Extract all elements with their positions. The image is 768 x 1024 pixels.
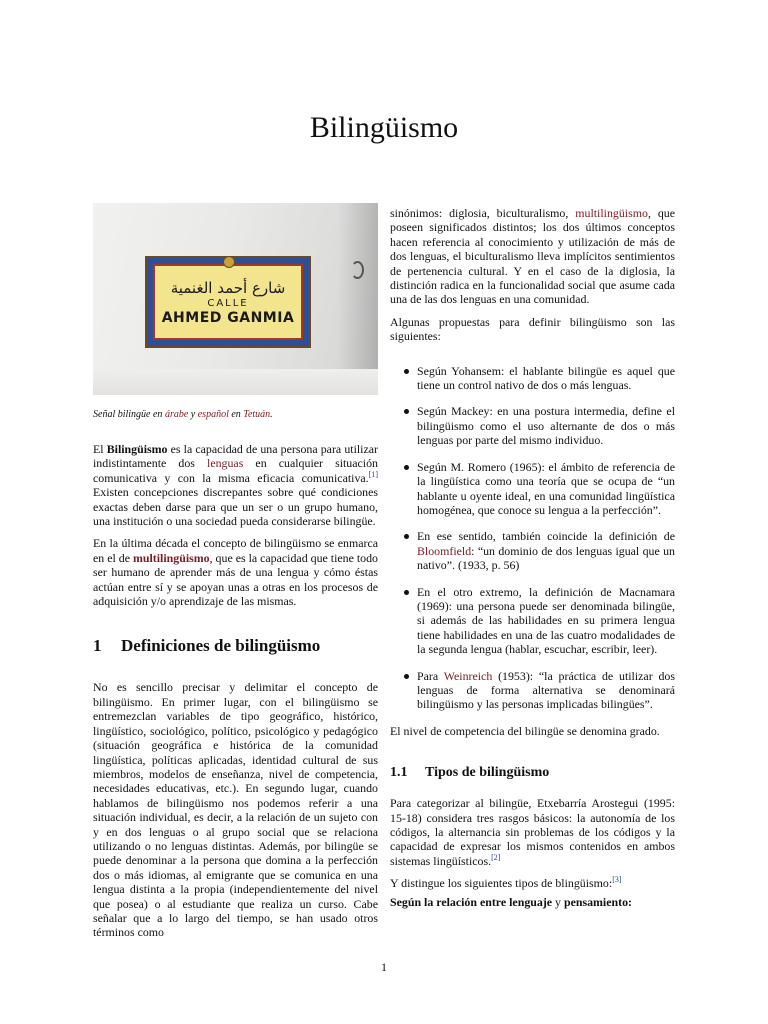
left-column: [93, 203, 378, 940]
grade-paragraph: El nivel de competencia del bilingüe se denomina grado.: [390, 723, 660, 738]
section-heading: 1 Definiciones de bilingüismo: [93, 636, 321, 656]
street-sign-photo: [93, 203, 378, 395]
ground: [93, 369, 378, 395]
relation-heading: Según la relación entre lenguaje y pensamiento:: [390, 894, 633, 909]
ref-1-link[interactable]: [1]: [368, 469, 378, 479]
ref-2-link[interactable]: [2]: [491, 852, 501, 862]
bullet-icon: [404, 674, 409, 679]
ref-3-link[interactable]: [3]: [612, 875, 622, 885]
bullet-icon: [404, 465, 409, 470]
sign-arabic-text: شارع أحمد الغنمية: [170, 278, 286, 297]
figure-caption: Señal bilingüe en árabe y español en Tetuán.: [93, 409, 273, 420]
link-arabe[interactable]: árabe: [164, 409, 189, 420]
bullet-icon: [404, 409, 409, 414]
bullet-icon: [404, 534, 409, 539]
link-multilinguismo[interactable]: multilingüismo: [132, 550, 210, 565]
sign-plaque: [153, 264, 303, 340]
list-item: Según Mackey: en una postura intermedia, define el bilingüismo como el uso alternante de dos o más lenguas por parte del mismo individuo.: [390, 404, 675, 447]
list-item: Según Yohansem: el hablante bilingüe es aquel que tiene un control nativo de dos o más lenguas.: [390, 364, 675, 393]
list-item: Para Weinreich (1953): “la práctica de utilizar dos lenguas de forma alternativa se denominará bilingüismo y las personas implicadas bilingües”.: [390, 669, 675, 712]
list-item: En ese sentido, también coincide la definición de Bloomfield: “un dominio de dos lenguas igual que un nativo”. (1933, p. 56): [390, 529, 675, 572]
proposals-intro: Algunas propuestas para definir bilingüismo son las siguientes:: [390, 314, 675, 344]
right-column: [390, 206, 675, 909]
types-paragraph: Para categorizar al bilingüe, Etxebarría Arostegui (1995: 15-18) considera tres rasgos básicos: la autonomía de los códigos, la alternancia sin problemas de los códigos y la capacidad de expresar los mismos contenidos en ambos sistemas lingüísticos.[2]: [390, 796, 675, 868]
bullet-icon: [404, 590, 409, 595]
definitions-list: [390, 364, 675, 712]
link-espanol[interactable]: español: [197, 409, 229, 420]
link-multilinguismo-2[interactable]: multilingüismo: [575, 206, 648, 220]
list-item: Según M. Romero (1965): el ámbito de referencia de la lingüística como una teoría que se ocupa de “un hablante u oyente ideal, en una comunidad lingüística homogénea, que conoce su lengua a la perfección”.: [390, 460, 675, 518]
page-number: 1: [381, 960, 387, 974]
term-bilinguismo: Bilingüismo: [106, 442, 168, 456]
sign-crest-icon: [223, 256, 235, 268]
list-item: En el otro extremo, la definición de Macnamara (1969): una persona puede ser denominada bilingüe, si además de las habilidades en su primera lengua tiene habilidades en una de las cuatro modalidades de la segunda lengua (hablar, escuchar, escribir, leer).: [390, 585, 675, 657]
bullet-icon: [404, 369, 409, 374]
link-tetuan[interactable]: Tetuán: [243, 409, 271, 420]
link-lenguas[interactable]: lenguas: [207, 456, 244, 471]
sign-name-text: AHMED GANMIA: [161, 310, 295, 326]
link-weinreich[interactable]: Weinreich: [443, 668, 493, 683]
wall-shadow: [338, 203, 378, 395]
synonyms-paragraph: sinónimos: diglosia, biculturalismo, multilingüismo, que poseen significados distintos; los dos últimos conceptos hacen referencia al conocimiento y utilización de más de dos lenguas, el biculturalismo lleva implícitos sentimientos de pertenencia cultural. Y en el caso de la diglosia, la distinción radica en la funcionalidad social que asume cada una de las dos lenguas en una comunidad.: [390, 206, 675, 307]
multilingualism-paragraph: En la última década el concepto de bilingüismo se enmarca en el de multilingüismo, que es la capacidad que tiene todo ser humano de aprender más de una lengua y cómo éstas actúan entre sí y se apoyan unas a otras en los procesos de adquisición y/o aprendizaje de las mismas.: [93, 536, 378, 609]
definitions-paragraph: No es sencillo precisar y delimitar el concepto de bilingüismo. En primer lugar, con el bilingüismo se entremezclan variables de tipo geográfico, histórico, lingüístico, sociológico, político, psicológico y pedagógico (situación geográfica e histórica de la comunidad lingüística, políticas aplicadas, identidad cultural de sus miembros, modelos de enseñanza, nivel de competencia, necesidades educativas, etc.). En segundo lugar, cuando hablamos de bilingüismo nos podemos referir a una situación individual, es decir, a la relación de un sujeto con y en dos lenguas o al grupo social que se relaciona utilizando o no lenguas distintas. Además, por bilingüe se puede denominar a la persona que domina a la perfección dos o más idiomas, al emigrante que se comunica en una lengua distinta a la propia (independientemente del nivel que posea) o al estudiante que realiza un curso. Cabe señalar que a lo largo del tiempo, se han usado otros términos como: [93, 680, 378, 940]
intro-paragraph: El Bilingüismo es la capacidad de una persona para utilizar indistintamente dos lenguas en cualquier situación comunicativa y con la misma eficacia comunicativa.[1] Existen concepciones discrepantes sobre qué condiciones exactas deben darse para que un ser o un grupo humano, una institución o una sociedad pueda considerarse bilingüe.: [93, 442, 378, 529]
link-bloomfield[interactable]: Bloomfield: [417, 543, 472, 558]
page-title: Bilingüismo: [309, 111, 459, 144]
subsection-heading: 1.1 Tipos de bilingüismo: [390, 765, 550, 781]
street-sign: [145, 256, 311, 348]
sign-calle-text: CALLE: [207, 297, 249, 309]
types-intro: Y distingue los siguientes tipos de blingüismo:[3]: [390, 875, 622, 891]
wall-hook-icon: [351, 261, 364, 279]
